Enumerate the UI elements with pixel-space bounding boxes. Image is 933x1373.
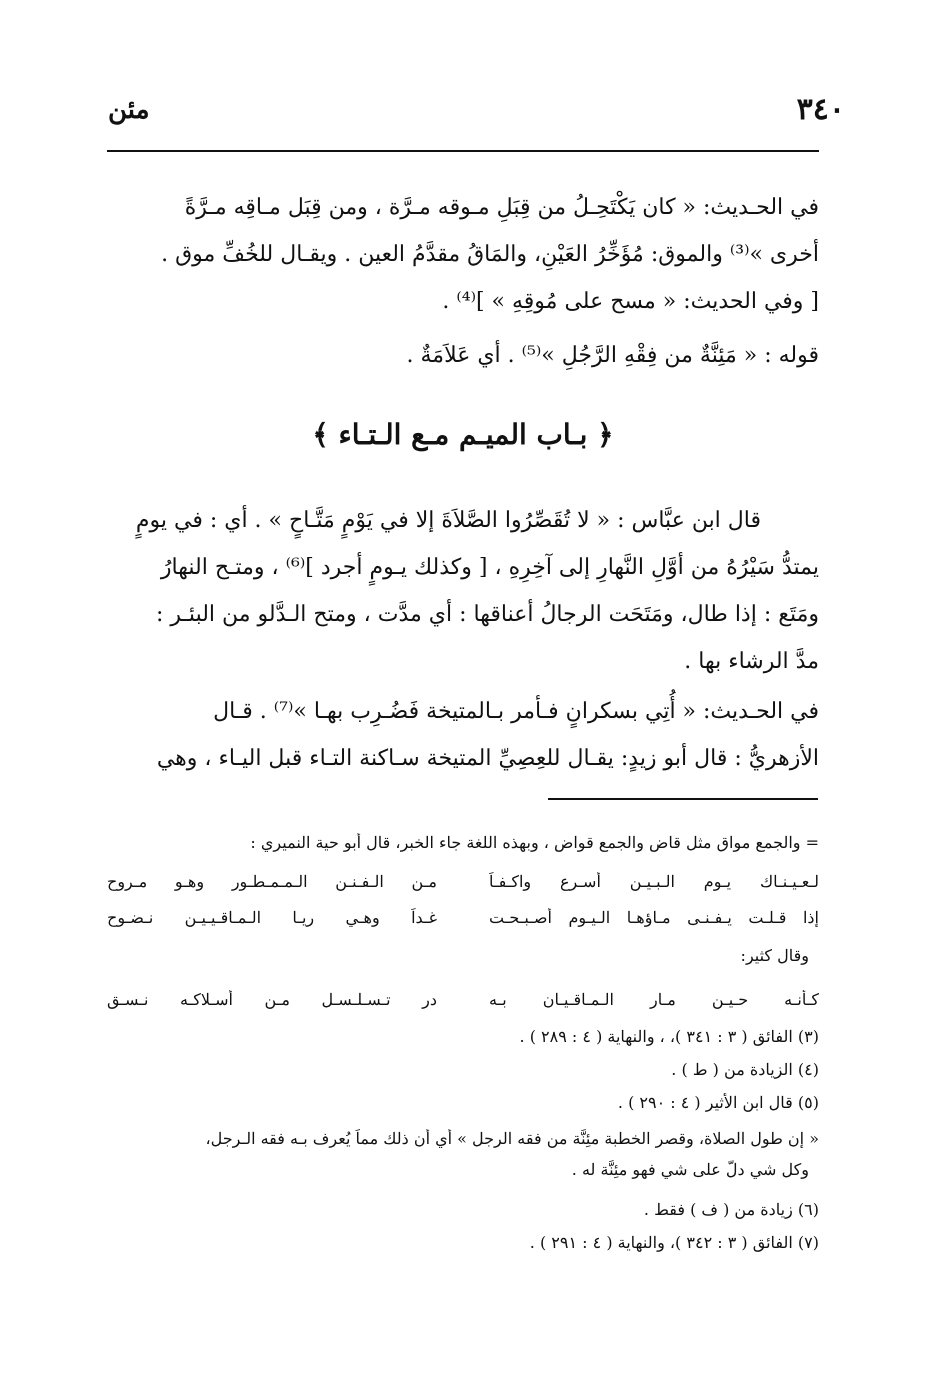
text-line: يمتدُّ سَيْرُهُ من أوَّلِ النَّهارِ إلى آخِرِهِ ، [ وكذلك يـومٍ أجرد ]⁽⁶⁾ ، ومتـح النهارُ (160, 555, 819, 580)
text-line: قال ابن عبَّاس : « لا تُقَصِّرُوا الصَّلاَةَ إلا في يَوْمٍ مَتَّـاحٍ » . أي : في يومٍ (135, 508, 761, 533)
text-line: مدَّ الرشاء بها . (684, 649, 819, 674)
footnote-rule (548, 798, 818, 800)
running-header-word: مئن (108, 95, 150, 125)
footnote-3: (٣) الفائق ( ٣ : ٣٤١ )، ، والنهاية ( ٤ : ٢٨٩ ) . (519, 1027, 819, 1046)
verse-line (107, 990, 819, 1020)
paragraph-mainna: قوله : « مَئِنَّةٌ من فِقْهِ الرَّجُلِ »⁽⁵⁾ . أي عَلاَمَةٌ . (406, 343, 819, 368)
footnote-intro: = والجمع مواقٍ مثل قاضٍ والجمع قواضٍ ، وبهذه اللغة جاء الخبر، قال أبو حية النميري : (250, 833, 819, 852)
verse-hemistich-first: إذا قـلـت يـفـنـى مـاؤهـا الـيـوم أصـبـحـت (489, 908, 819, 927)
header-rule (107, 150, 819, 152)
footnote-7: (٧) الفائق ( ٣ : ٣٤٢ )، والنهاية ( ٤ : ٢٩١ ) . (529, 1233, 819, 1252)
paragraph-ibn-abbas (107, 497, 819, 685)
footnote-5-quote-cont: وكل شي دلَّ على شي فهو مئِنَّة له . (571, 1160, 809, 1179)
verse-hemistich-second: غـداً وهـي ريـا الـمـاقـيـيـن نـضـوح (107, 908, 437, 927)
footnote-6: (٦) زيادة من ( ف ) فقط . (643, 1200, 819, 1219)
verse-line (107, 872, 819, 902)
footnote-4: (٤) الزيادة من ( ط ) . (671, 1060, 819, 1079)
footnote-5: (٥) قال ابن الأثير ( ٤ : ٢٩٠ ) . (617, 1093, 819, 1112)
chapter-heading: ﴿ بـاب الميـم مـع الـتـاء ﴾ (312, 418, 614, 451)
paragraph-hadith-mitakha (107, 688, 819, 782)
text-line: ومَتَع : إذا طال، ومَتَحَت الرجالُ أعناقها : أي مدَّت ، ومتح الـدَّلو من البئـر : (155, 602, 819, 627)
text-line: الأزهريُّ : قال أبو زيدٍ: يقـال للعِصِيِّ المتيخة سـاكنة التـاء قبل اليـاء ، وهي (156, 746, 819, 771)
text-line: أخرى »⁽³⁾ والموق: مُؤَخِّرُ العَيْنِ، والمَاقُ مقدَّمُ العين . ويقـال للخُفِّ موق . (161, 242, 819, 267)
text-line: [ وفي الحديث: « مسح على مُوقِهِ » ]⁽⁴⁾ . (442, 289, 819, 314)
text-line: في الحـديث: « كان يَكْتَحِـلُ من قِبَلِ مـوقه مـرَّة ، ومن قِبَل مـاقِه مـرَّةً (184, 195, 819, 220)
verse-line (107, 908, 819, 938)
page-number: ٣٤٠ (796, 92, 845, 127)
footnote-5-quote: « إن طول الصلاة، وقصر الخطبة مئِنَّة من فقه الرجل » أي أن ذلك مماً يُعرف بـه فقه الـرجل، (205, 1129, 819, 1148)
verse-hemistich-second: مـن الـفـنـن الـمـمـطـور وهـو مـروح (107, 872, 437, 891)
verse-hemistich-second: در تـسـلـسـل مـن أسـلاكـه نـسـق (107, 990, 437, 1009)
verse-hemistich-first: لـعـيـنـاك يـوم الـبـيـن أسـرع واكـفـاً (489, 872, 819, 891)
paragraph-hadith-muq (107, 184, 819, 325)
footnote-kathir: وقال كثير: (740, 946, 809, 965)
text-line: في الحـديث: « أُتِي بسكرانٍ فـأمر بـالمتيخة فَضُـرِب بهـا »⁽⁷⁾ . قـال (213, 699, 819, 724)
verse-hemistich-first: كـأنـه حـيـن مـار الـمـاقـيـان بـه (489, 990, 819, 1009)
